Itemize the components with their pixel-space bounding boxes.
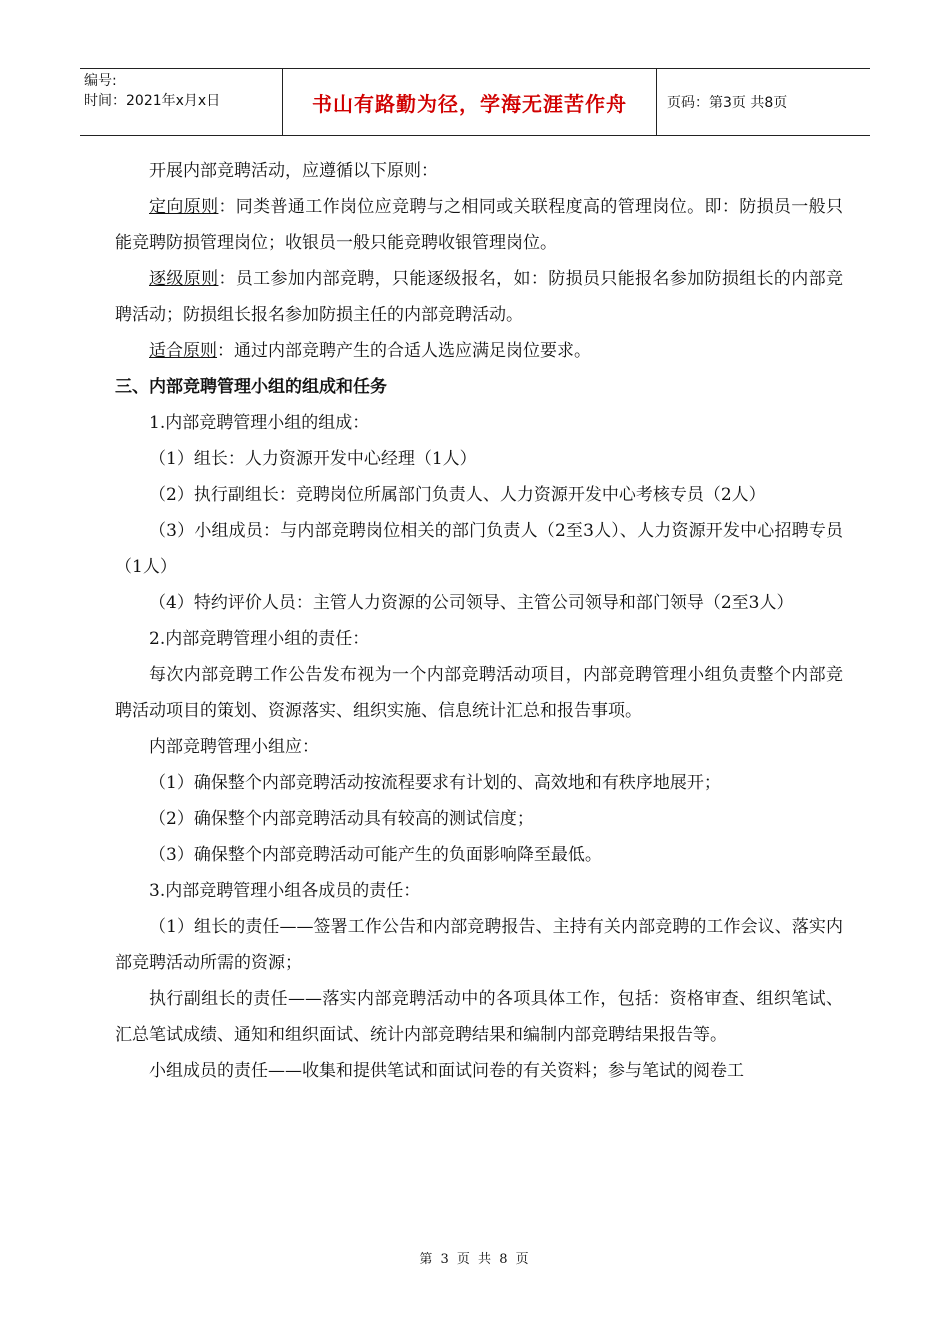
paragraph: 每次内部竞聘工作公告发布视为一个内部竞聘活动项目，内部竞聘管理小组负责整个内部竞聘活动项目的策划、资源落实、组织实施、信息统计汇总和报告事项。 [115,665,843,721]
list-item: （2）执行副组长：竞聘岗位所属部门负责人、人力资源开发中心考核专员（2人） [149,485,766,505]
page-header [80,68,870,136]
list-item: （1）组长：人力资源开发中心经理（1人） [149,449,477,469]
principle-text: ：通过内部竞聘产生的合适人选应满足岗位要求。 [217,341,591,361]
header-meta [80,69,282,135]
principle-term: 适合原则 [149,341,217,361]
paragraph: 执行副组长的责任——落实内部竞聘活动中的各项具体工作，包括：资格审查、组织笔试、汇总笔试成绩、通知和组织面试、统计内部竞聘结果和编制内部竞聘结果报告等。 [115,989,843,1045]
list-item: （1）确保整个内部竞聘活动按流程要求有计划的、高效地和有秩序地展开； [149,773,721,793]
header-page-label: 页码：第3页 共8页 [667,95,788,111]
list-item: （3）小组成员：与内部竞聘岗位相关的部门负责人（2至3人）、人力资源开发中心招聘专员（1人） [115,521,843,577]
number-label: 编号: [84,73,117,89]
principle-stepwise [115,261,843,333]
subsection-title: 2.内部竞聘管理小组的责任： [149,629,370,649]
header-motto: 书山有路勤为径，学海无涯苦作舟 [282,69,657,135]
document-body [115,153,843,1089]
list-item: （2）确保整个内部竞聘活动具有较高的测试信度； [149,809,534,829]
section-heading: 三、内部竞聘管理小组的组成和任务 [115,377,387,397]
principle-text: ：员工参加内部竞聘，只能逐级报名，如：防损员只能报名参加防损组长的内部竞聘活动；防损组长报名参加防损主任的内部竞聘活动。 [115,269,843,325]
principle-directional [115,189,843,261]
principle-term: 定向原则 [149,197,219,217]
paragraph: 内部竞聘管理小组应： [149,737,319,757]
paragraph: 小组成员的责任——收集和提供笔试和面试问卷的有关资料；参与笔试的阅卷工 [149,1061,744,1081]
list-item: （3）确保整个内部竞聘活动可能产生的负面影响降至最低。 [149,845,602,865]
intro-paragraph: 开展内部竞聘活动，应遵循以下原则： [149,161,438,181]
subsection-title: 3.内部竞聘管理小组各成员的责任： [149,881,421,901]
page-footer: 第 3 页 共 8 页 [419,1252,531,1267]
list-item: （4）特约评价人员：主管人力资源的公司领导、主管公司领导和部门领导（2至3人） [149,593,794,613]
date-label: 时间：2021年x月x日 [84,93,221,109]
principle-term: 逐级原则 [149,269,219,289]
principle-suitable [115,333,843,369]
principle-text: ：同类普通工作岗位应竞聘与之相同或关联程度高的管理岗位。即：防损员一般只能竞聘防损管理岗位；收银员一般只能竞聘收银管理岗位。 [115,197,843,253]
list-item: （1）组长的责任——签署工作公告和内部竞聘报告、主持有关内部竞聘的工作会议、落实内部竞聘活动所需的资源； [115,917,843,973]
subsection-title: 1.内部竞聘管理小组的组成： [149,413,370,433]
